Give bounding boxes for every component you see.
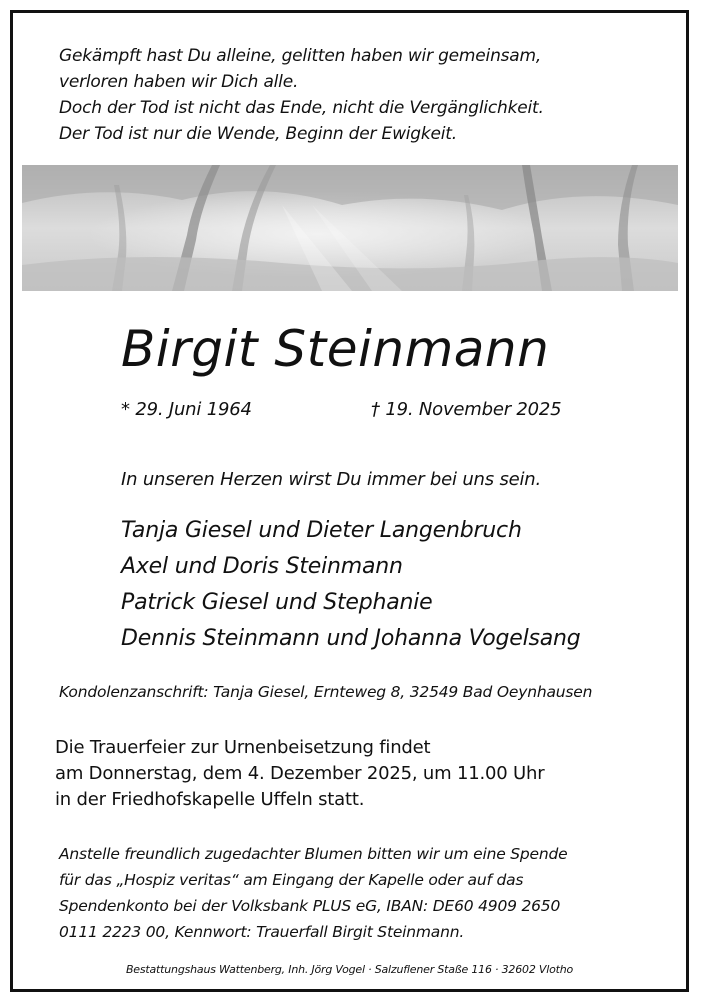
mourner: Axel und Doris Steinmann: [121, 554, 403, 579]
donation-line: Anstelle freundlich zugedachter Blumen bitten wir um eine Spende: [59, 845, 568, 863]
poem-line: Doch der Tod ist nicht das Ende, nicht die Vergänglichkeit.: [59, 98, 544, 118]
forest-photo-band: [22, 165, 678, 291]
donation-line: für das „Hospiz veritas“ am Eingang der Kapelle oder auf das: [59, 871, 524, 889]
funeral-info: [55, 735, 544, 813]
motto: In unseren Herzen wirst Du immer bei uns sein.: [121, 469, 542, 490]
condolence-address: Kondolenzanschrift: Tanja Giesel, Ernteweg 8, 32549 Bad Oeynhausen: [59, 683, 593, 701]
obituary-frame: [10, 10, 689, 992]
mourner: Patrick Giesel und Stephanie: [121, 590, 433, 615]
donation-info: [59, 841, 567, 945]
poem-line: Der Tod ist nur die Wende, Beginn der Ewigkeit.: [59, 124, 457, 144]
donation-line: 0111 2223 00, Kennwort: Trauerfall Birgit Steinmann.: [59, 923, 465, 941]
donation-line: Spendenkonto bei der Volksbank PLUS eG, IBAN: DE60 4909 2650: [59, 897, 561, 915]
funeral-home-footer: Bestattungshaus Wattenberg, Inh. Jörg Vogel · Salzuflener Staße 116 · 32602 Vlotho: [125, 963, 574, 976]
poem: [59, 43, 544, 147]
death-date: † 19. November 2025: [371, 399, 562, 420]
birth-date: * 29. Juni 1964: [121, 399, 252, 420]
funeral-line: Die Trauerfeier zur Urnenbeisetzung findet: [55, 737, 431, 758]
mourner: Tanja Giesel und Dieter Langenbruch: [121, 518, 522, 543]
mourners-list: [121, 513, 581, 657]
poem-line: Gekämpft hast Du alleine, gelitten haben wir gemeinsam,: [59, 46, 542, 66]
forest-image: [22, 165, 678, 291]
funeral-line: am Donnerstag, dem 4. Dezember 2025, um 11.00 Uhr: [55, 763, 545, 784]
deceased-name: Birgit Steinmann: [121, 320, 550, 378]
funeral-line: in der Friedhofskapelle Uffeln statt.: [55, 789, 365, 810]
poem-line: verloren haben wir Dich alle.: [59, 72, 299, 92]
mourner: Dennis Steinmann und Johanna Vogelsang: [121, 626, 581, 651]
